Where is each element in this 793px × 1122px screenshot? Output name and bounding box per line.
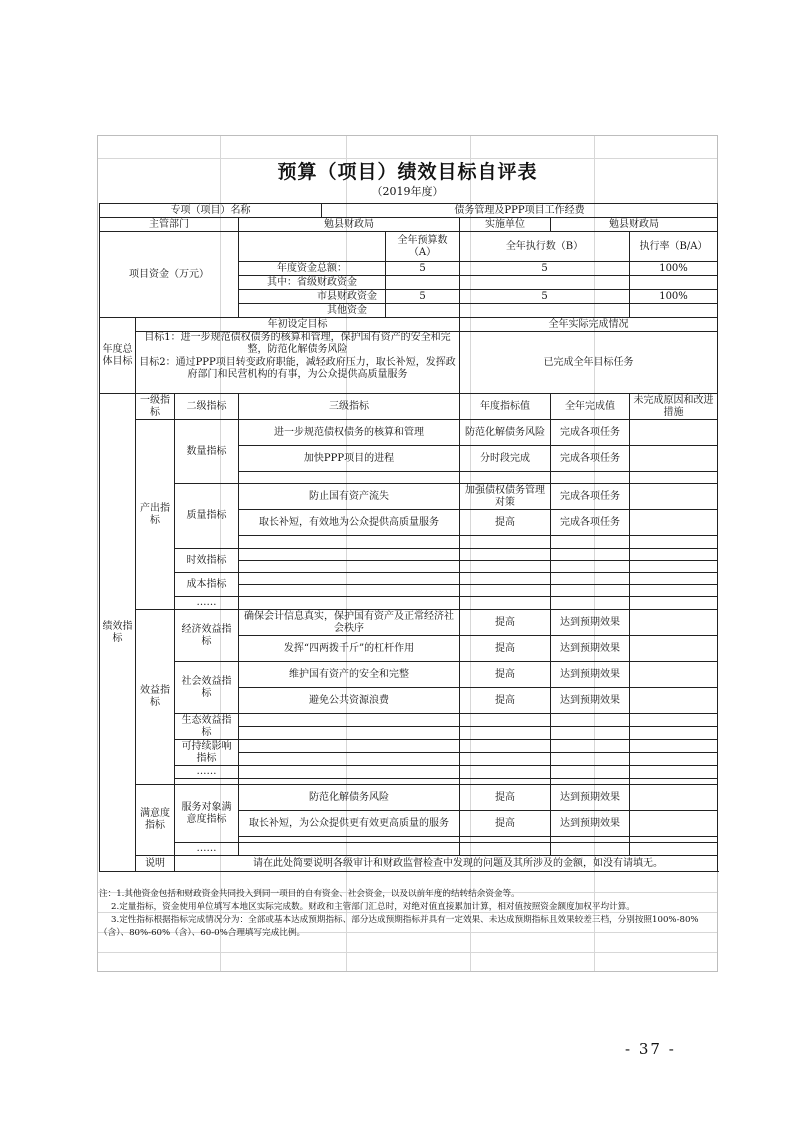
table-row: 避免公共资源浪费 提高 达到预期效果 [100, 688, 718, 714]
dept-value: 勉县财政局 [239, 218, 460, 232]
table-row: 社会效益指标 维护国有资产的安全和完整 提高 达到预期效果 [100, 662, 718, 688]
goals-set-header: 年初设定目标 [136, 318, 460, 332]
output-label: 产出指标 [136, 420, 175, 610]
ellipsis: …… [175, 843, 239, 856]
table-row [100, 549, 718, 561]
goals-actual-header: 全年实际完成情况 [460, 318, 718, 332]
service-target-label: 服务对象满意度指标 [175, 785, 239, 843]
completion-header: 全年完成值 [551, 394, 630, 420]
table-row: 质量指标 防止国有资产流失 加强债权债务管理对策 完成各项任务 [100, 484, 718, 510]
table-row: 取长补短，为公众提供更有效更高质量的服务 提高 达到预期效果 [100, 811, 718, 837]
fund-row: 年度资金总额： 5 5 100% [100, 262, 718, 276]
satisfaction-label: 满意度指标 [136, 785, 175, 856]
impl-value: 勉县财政局 [551, 218, 718, 232]
rate-header: 执行率（B/A） [630, 232, 718, 262]
ecological-label: 生态效益指标 [175, 714, 239, 740]
exec-header: 全年执行数（B） [460, 232, 630, 262]
year-subtitle: （2019年度） [371, 185, 444, 198]
project-name-value: 债务管理及PPP项目工作经费 [322, 204, 718, 218]
row-goal-text [100, 332, 718, 394]
row-goal-headers [100, 318, 718, 332]
table-row: 加快PPP项目的进程 分时段完成 完成各项任务 [100, 446, 718, 472]
benefit-label: 效益指标 [136, 610, 175, 785]
table-row: 满意度指标 服务对象满意度指标 防范化解债务风险 提高 达到预期效果 [100, 785, 718, 811]
table-row: 取长补短，有效地为公众提供高质量服务 提高 完成各项任务 [100, 510, 718, 536]
target-header: 年度指标值 [460, 394, 551, 420]
funds-label: 项目资金（万元） [100, 232, 239, 318]
level2-header: 二级指标 [175, 394, 239, 420]
table-row: 效益指标 经济效益指标 确保会计信息真实，保护国有资产及正常经济社会秩序 提高 达到预期效果 [100, 610, 718, 636]
table-row: 发挥“四两拨千斤”的杠杆作用 提高 达到预期效果 [100, 636, 718, 662]
project-name-label: 专项（项目）名称 [100, 204, 322, 218]
goals-actual-text: 已完成全年目标任务 [460, 332, 718, 394]
ellipsis: …… [175, 597, 239, 610]
note-3: 3.定性指标根据指标完成情况分为：全部或基本达成预期指标、部分达成预期指标并具有一定效果、未达成预期指标且效果较差三档，分别按照100%-80%（含）、80%-60%（含）、60-0%合理填写完成比例。 [99, 915, 699, 938]
quantity-label: 数量指标 [175, 420, 239, 484]
evaluation-table [99, 203, 718, 872]
row-fund-headers [100, 232, 718, 262]
sustainable-label: 可持续影响指标 [175, 740, 239, 766]
footnotes [99, 888, 711, 940]
row-explain [100, 856, 718, 872]
page-title: 预算（项目）绩效目标自评表 [277, 161, 538, 183]
goals-set-text: 目标1：进一步规范债权债务的核算和管理，保护国有资产的安全和完整，防范化解债务风险 目标2：通过PPP项目转变政府职能，减轻政府压力，取长补短，发挥政府部门和民营机构的有事，为公众提供高质量服务 [136, 332, 460, 394]
page-number: - 37 - [625, 1040, 676, 1058]
table-row: 产出指标 数量指标 进一步规范债权债务的核算和管理 防范化解债务风险 完成各项任务 [100, 420, 718, 446]
economic-label: 经济效益指标 [175, 610, 239, 662]
table-row [100, 740, 718, 753]
table-row [100, 843, 718, 856]
table-row [100, 766, 718, 779]
fund-row: 其他资金 [100, 304, 718, 318]
table-row [100, 714, 718, 727]
explain-text: 请在此处简要说明各级审计和财政监督检查中发现的问题及其所涉及的金额，如没有请填无。 [175, 856, 718, 872]
note-1: 注：1.其他资金包括和财政资金共同投入到同一项目的自有资金、社会资金，以及以前年度的结转结余资金等。 [99, 889, 520, 899]
note-2: 2.定量指标，资金使用单位填写本地区实际完成数。财政和主管部门汇总时，对绝对值直接累加计算，相对值按照资金额度加权平均计算。 [111, 902, 635, 912]
row-department [100, 218, 718, 232]
indicators-label: 绩效指标 [100, 394, 136, 872]
budget-header: 全年预算数（A） [386, 232, 460, 262]
timeliness-label: 时效指标 [175, 549, 239, 573]
fund-row: 其中：省级财政资金 [100, 276, 718, 290]
quality-label: 质量指标 [175, 484, 239, 549]
cost-label: 成本指标 [175, 573, 239, 597]
ellipsis: …… [175, 766, 239, 779]
level1-header: 一级指标 [136, 394, 175, 420]
level3-header: 三级指标 [239, 394, 460, 420]
row-indicator-headers [100, 394, 718, 420]
reason-header: 未完成原因和改进措施 [630, 394, 718, 420]
table-row [100, 597, 718, 610]
dept-label: 主管部门 [100, 218, 239, 232]
table-row [100, 573, 718, 585]
goals-label: 年度总体目标 [100, 318, 136, 394]
explain-label: 说明 [136, 856, 175, 872]
impl-label: 实施单位 [460, 218, 551, 232]
social-label: 社会效益指标 [175, 662, 239, 714]
fund-row: 市县财政资金 5 5 100% [100, 290, 718, 304]
row-project-name [100, 204, 718, 218]
